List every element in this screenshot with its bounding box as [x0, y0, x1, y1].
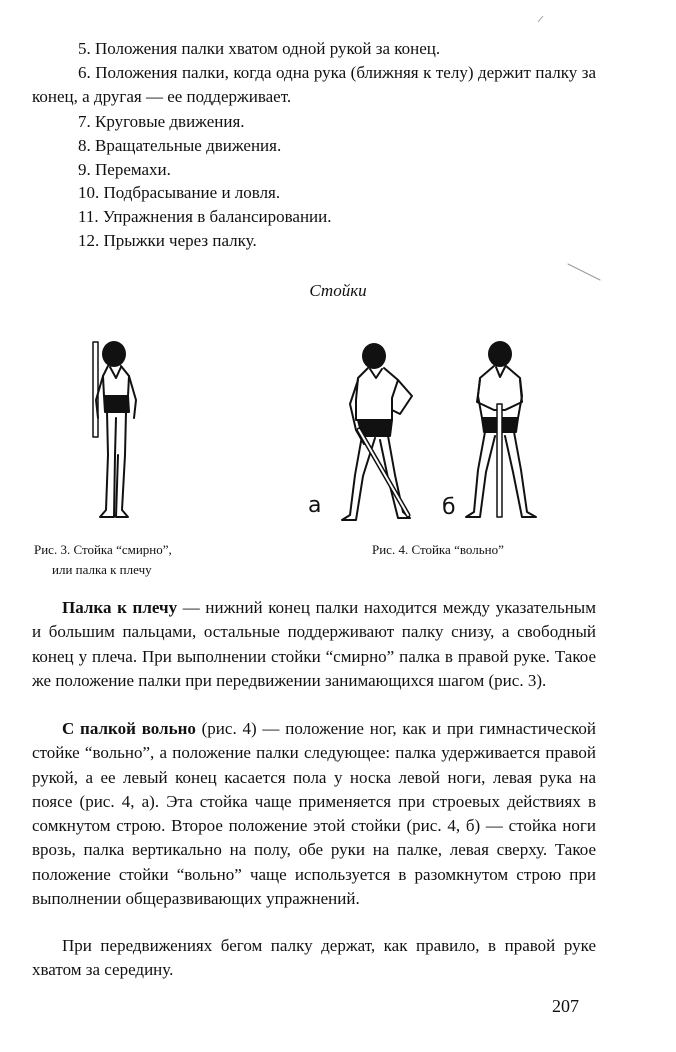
figure-label-a: а — [308, 493, 322, 518]
figure-3-caption-line1: Рис. 3. Стойка “смирно”, — [34, 542, 172, 557]
list-item: 12. Прыжки через палку. — [78, 231, 257, 250]
paragraph-text: (рис. 4) — положение ног, как и при гимнастической стойке “вольно”, а положение палки следующее: палка удерживается правой рукой, а ее левый конец касается пола у носка левой ноги, левая рука на поясе (рис. 4, а). Эта стойка чаще применяется при строевых действиях в сомкнутом строю. Второе положение этой стойки (рис. 4, б) — стойка ноги врозь, палка вертикально на полу, обе руки на палке, левая сверху. Такое положение стойки “вольно” чаще используется в разомкнутом строю при выполнении общеразвивающих упражнений. — [32, 719, 596, 909]
figure-4a-at-ease-stance — [342, 343, 412, 520]
figures-illustration — [0, 330, 676, 530]
list-item: 11. Упражнения в балансировании. — [78, 207, 332, 226]
list-item: 6. Положения палки, когда одна рука (ближняя к телу) держит палку за конец, а другая — ее поддерживает. — [32, 63, 596, 106]
paragraph-running: При передвижениях бегом палку держат, как правило, в правой руке хватом за середину. — [32, 936, 596, 980]
paragraph-stick-at-ease — [32, 717, 596, 911]
paragraph-stick-to-shoulder — [32, 596, 596, 693]
paragraph-text: — нижний конец палки находится между указательным и большим пальцами, остальные поддерживают палку снизу, а свободный конец у плеча. При выполнении стойки “смирно” палка в правой руке. Такое же положение палки при передвижении занимающихся шагом (рис. 3). — [32, 598, 596, 690]
figure-3-caption-line2: или палка к плечу — [52, 562, 152, 577]
section-heading: Стойки — [309, 281, 367, 300]
figure-3-attention-stance — [93, 341, 136, 517]
list-item: 10. Подбрасывание и ловля. — [78, 183, 281, 202]
page-number: 207 — [552, 996, 579, 1016]
list-item: 5. Положения палки хватом одной рукой за конец. — [78, 39, 441, 58]
term-stick-at-ease: С палкой вольно — [62, 719, 196, 738]
list-item: 9. Перемахи. — [78, 160, 171, 179]
figure-label-b: б — [442, 495, 456, 520]
term-stick-to-shoulder: Палка к плечу — [62, 598, 178, 617]
list-item: 8. Вращательные движения. — [78, 136, 282, 155]
stray-mark-icon — [536, 14, 546, 24]
figure-4b-legs-apart-stance — [466, 341, 536, 517]
figure-4-caption: Рис. 4. Стойка “вольно” — [372, 542, 504, 557]
list-item: 7. Круговые движения. — [78, 112, 245, 131]
